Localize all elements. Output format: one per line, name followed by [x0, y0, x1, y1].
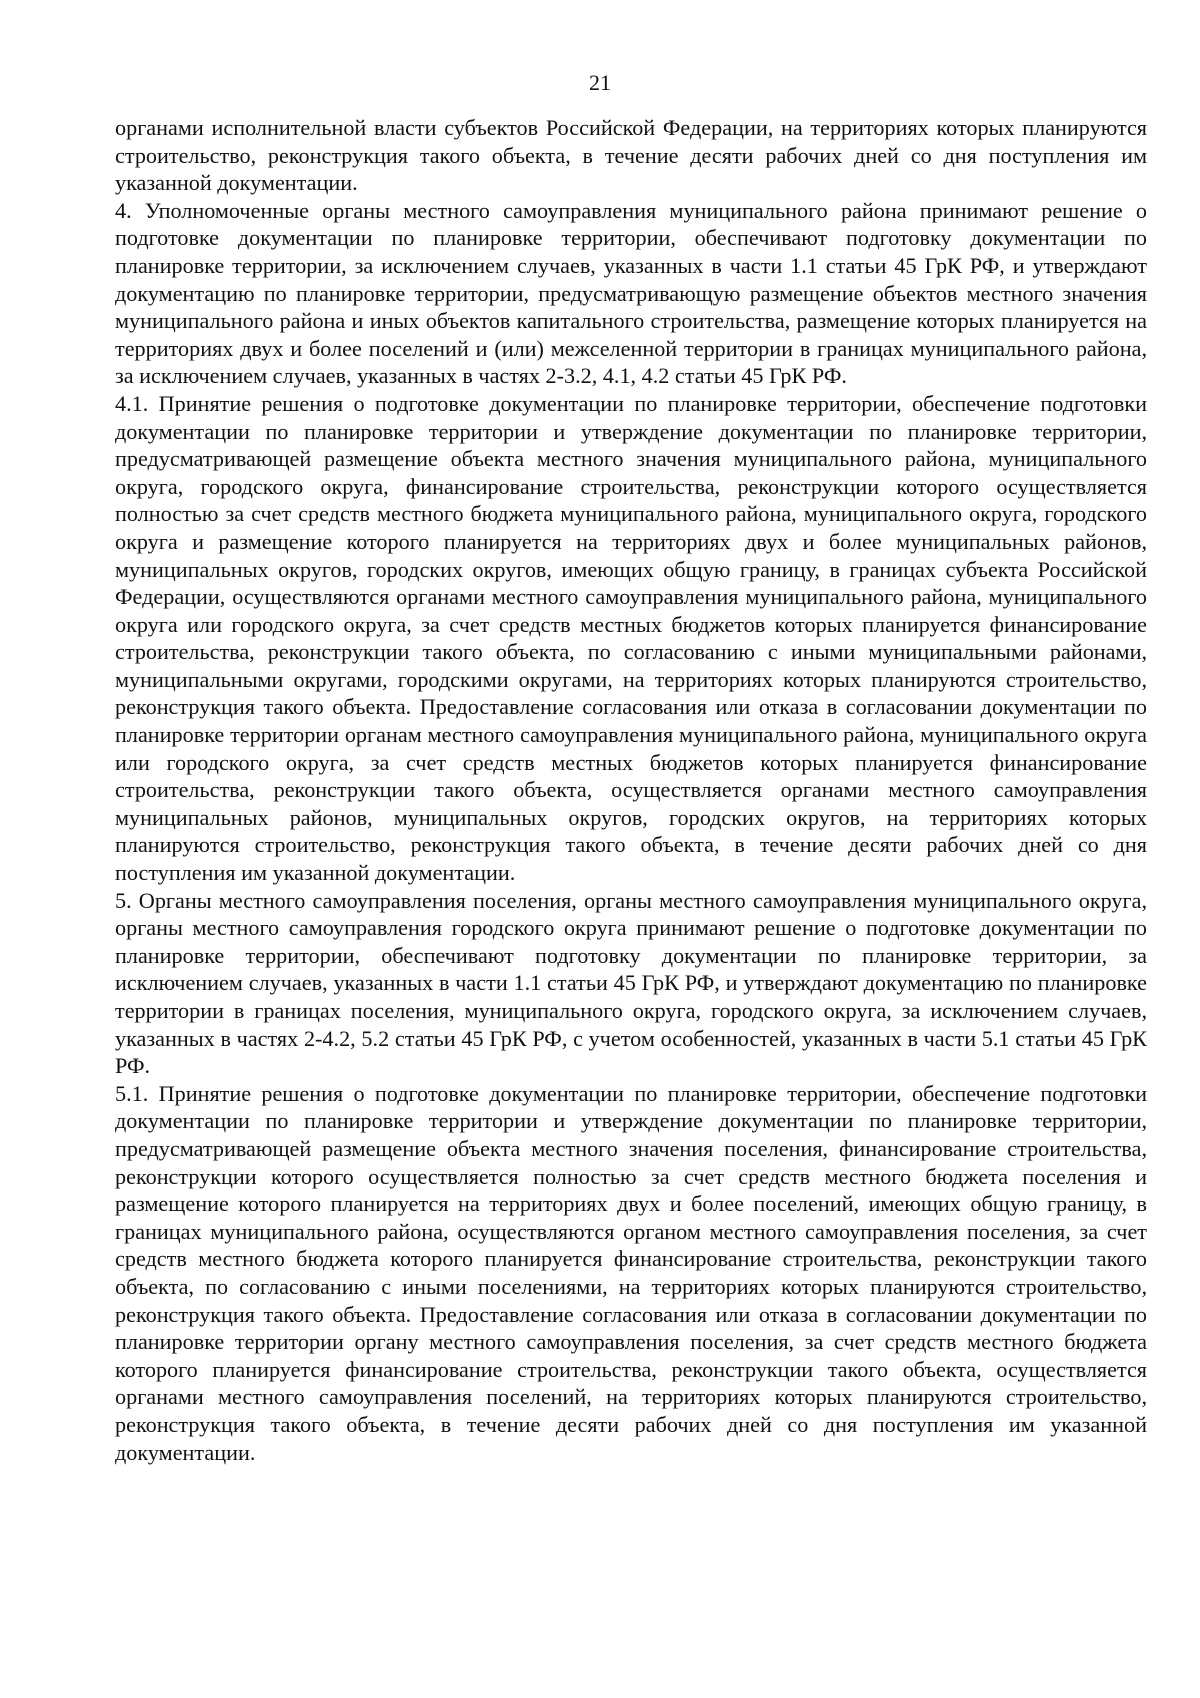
document-body — [115, 114, 1147, 1466]
paragraph-4: 4. Уполномоченные органы местного самоуправления муниципального района принимают решение о подготовке документации по планировке территории, обеспечивают подготовку документации по планировке территории, за исключением случаев, указанных в части 1.1 статьи 45 ГрК РФ, и утверждают документацию по планировке территории, предусматривающую размещение объектов местного значения муниципального района и иных объектов капитального строительства, размещение которых планируется на территориях двух и более поселений и (или) межселенной территории в границах муниципального района, за исключением случаев, указанных в частях 2-3.2, 4.1, 4.2 статьи 45 ГрК РФ. — [115, 197, 1147, 389]
paragraph-continuation: органами исполнительной власти субъектов Российской Федерации, на территориях которых планируются строительство, реконструкция такого объекта, в течение десяти рабочих дней со дня поступления им указанной документации. — [115, 115, 1147, 196]
page-number: 21 — [589, 70, 611, 95]
paragraph-5-1: 5.1. Принятие решения о подготовке документации по планировке территории, обеспечение подготовки документации по планировке территории и утверждение документации по планировке территории, предусматривающей размещение объекта местного значения поселения, финансирование строительства, реконструкции которого осуществляется полностью за счет средств местного бюджета поселения и размещение которого планируется на территориях двух и более поселений, имеющих общую границу, в границах муниципального района, осуществляются органом местного самоуправления поселения, за счет средств местного бюджета которого планируется финансирование строительства, реконструкции такого объекта, по согласованию с иными поселениями, на территориях которых планируются строительство, реконструкция такого объекта. Предоставление согласования или отказа в согласовании документации по планировке территории органу местного самоуправления поселения, за счет средств местного бюджета которого планируется финансирование строительства, реконструкции такого объекта, осуществляется органами местного самоуправления поселений, на территориях которых планируются строительство, реконструкция такого объекта, в течение десяти рабочих дней со дня поступления им указанной документации. — [115, 1080, 1147, 1465]
paragraph-4-1: 4.1. Принятие решения о подготовке документации по планировке территории, обеспечение подготовки документации по планировке территории и утверждение документации по планировке территории, предусматривающей размещение объекта местного значения муниципального района, муниципального округа, городского округа, финансирование строительства, реконструкции которого осуществляется полностью за счет средств местного бюджета муниципального района, муниципального округа, городского округа и размещение которого планируется на территориях двух и более муниципальных районов, муниципальных округов, городских округов, имеющих общую границу, в границах субъекта Российской Федерации, осуществляются органами местного самоуправления муниципального района, муниципального округа или городского округа, за счет средств местных бюджетов которых планируется финансирование строительства, реконструкции такого объекта, по согласованию с иными муниципальными районами, муниципальными округами, городскими округами, на территориях которых планируются строительство, реконструкция такого объекта. Предоставление согласования или отказа в согласовании документации по планировке территории органам местного самоуправления муниципального района, муниципального округа или городского округа, за счет средств местных бюджетов которых планируется финансирование строительства, реконструкции такого объекта, осуществляется органами местного самоуправления муниципальных районов, муниципальных округов, городских округов, на территориях которых планируются строительство, реконструкция такого объекта, в течение десяти рабочих дней со дня поступления им указанной документации. — [115, 390, 1147, 886]
paragraph-5: 5. Органы местного самоуправления поселения, органы местного самоуправления муниципального округа, органы местного самоуправления городского округа принимают решение о подготовке документации по планировке территории, обеспечивают подготовку документации по планировке территории, за исключением случаев, указанных в части 1.1 статьи 45 ГрК РФ, и утверждают документацию по планировке территории в границах поселения, муниципального округа, городского округа, за исключением случаев, указанных в частях 2-4.2, 5.2 статьи 45 ГрК РФ, с учетом особенностей, указанных в части 5.1 статьи 45 ГрК РФ. — [115, 887, 1147, 1079]
